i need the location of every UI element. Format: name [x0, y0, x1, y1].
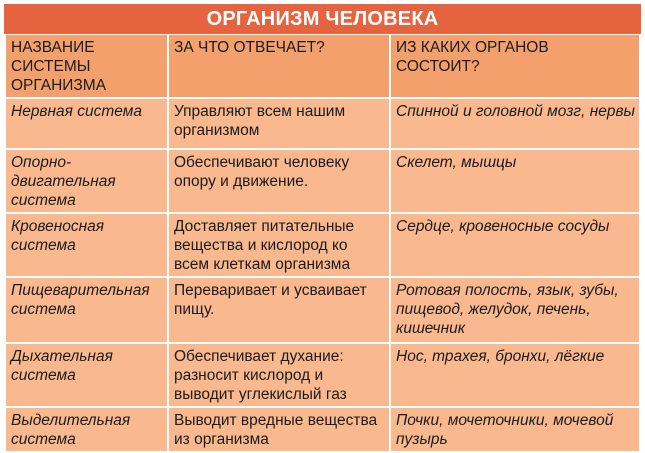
organs-cell: Сердце, кровеносные сосуды	[391, 214, 639, 276]
system-name-cell: Выделительная система	[6, 408, 167, 451]
system-name-cell: Дыхательная система	[6, 344, 167, 406]
system-name-cell: Нервная система	[6, 99, 167, 148]
organs-cell: Почки, мочеточники, мочевой пузырь	[391, 408, 639, 451]
system-name-cell: Опорно-двигательная система	[6, 150, 167, 212]
function-cell: Управляют всем нашим организмом	[169, 99, 389, 148]
function-cell: Обеспечивает духание: разносит кислород и выводит углекислый газ	[169, 344, 389, 406]
table-row	[6, 214, 639, 276]
organs-cell: Ротовая полость, язык, зубы, пищевод, желудок, печень, кишечник	[391, 278, 639, 342]
function-cell: Обеспечивают человеку опору и движение.	[169, 150, 389, 212]
table-row	[6, 99, 639, 148]
organs-cell: Скелет, мышцы	[391, 150, 639, 212]
organism-systems-table	[4, 33, 641, 453]
function-cell: Выводит вредные вещества из организма	[169, 408, 389, 451]
system-name-cell: Пищеварительная система	[6, 278, 167, 342]
organs-cell: Нос, трахея, бронхи, лёгкие	[391, 344, 639, 406]
table-title: ОРГАНИЗМ ЧЕЛОВЕКА	[4, 4, 641, 34]
function-cell: Переваривает и усваивает пищу.	[169, 278, 389, 342]
system-name-cell: Кровеносная система	[6, 214, 167, 276]
function-cell: Доставляет питательные вещества и кислород ко всем клеткам организма	[169, 214, 389, 276]
organism-table-frame	[4, 4, 641, 448]
column-header-system-name: НАЗВАНИЕ СИСТЕМЫ ОРГАНИЗМА	[6, 35, 167, 97]
column-header-organs: ИЗ КАКИХ ОРГАНОВ СОСТОИТ?	[391, 35, 639, 97]
organs-cell: Спинной и головной мозг, нервы	[391, 99, 639, 148]
table-row	[6, 278, 639, 342]
table-row	[6, 150, 639, 212]
table-header-row	[6, 35, 639, 97]
table-row	[6, 408, 639, 451]
column-header-function: ЗА ЧТО ОТВЕЧАЕТ?	[169, 35, 389, 97]
table-row	[6, 344, 639, 406]
